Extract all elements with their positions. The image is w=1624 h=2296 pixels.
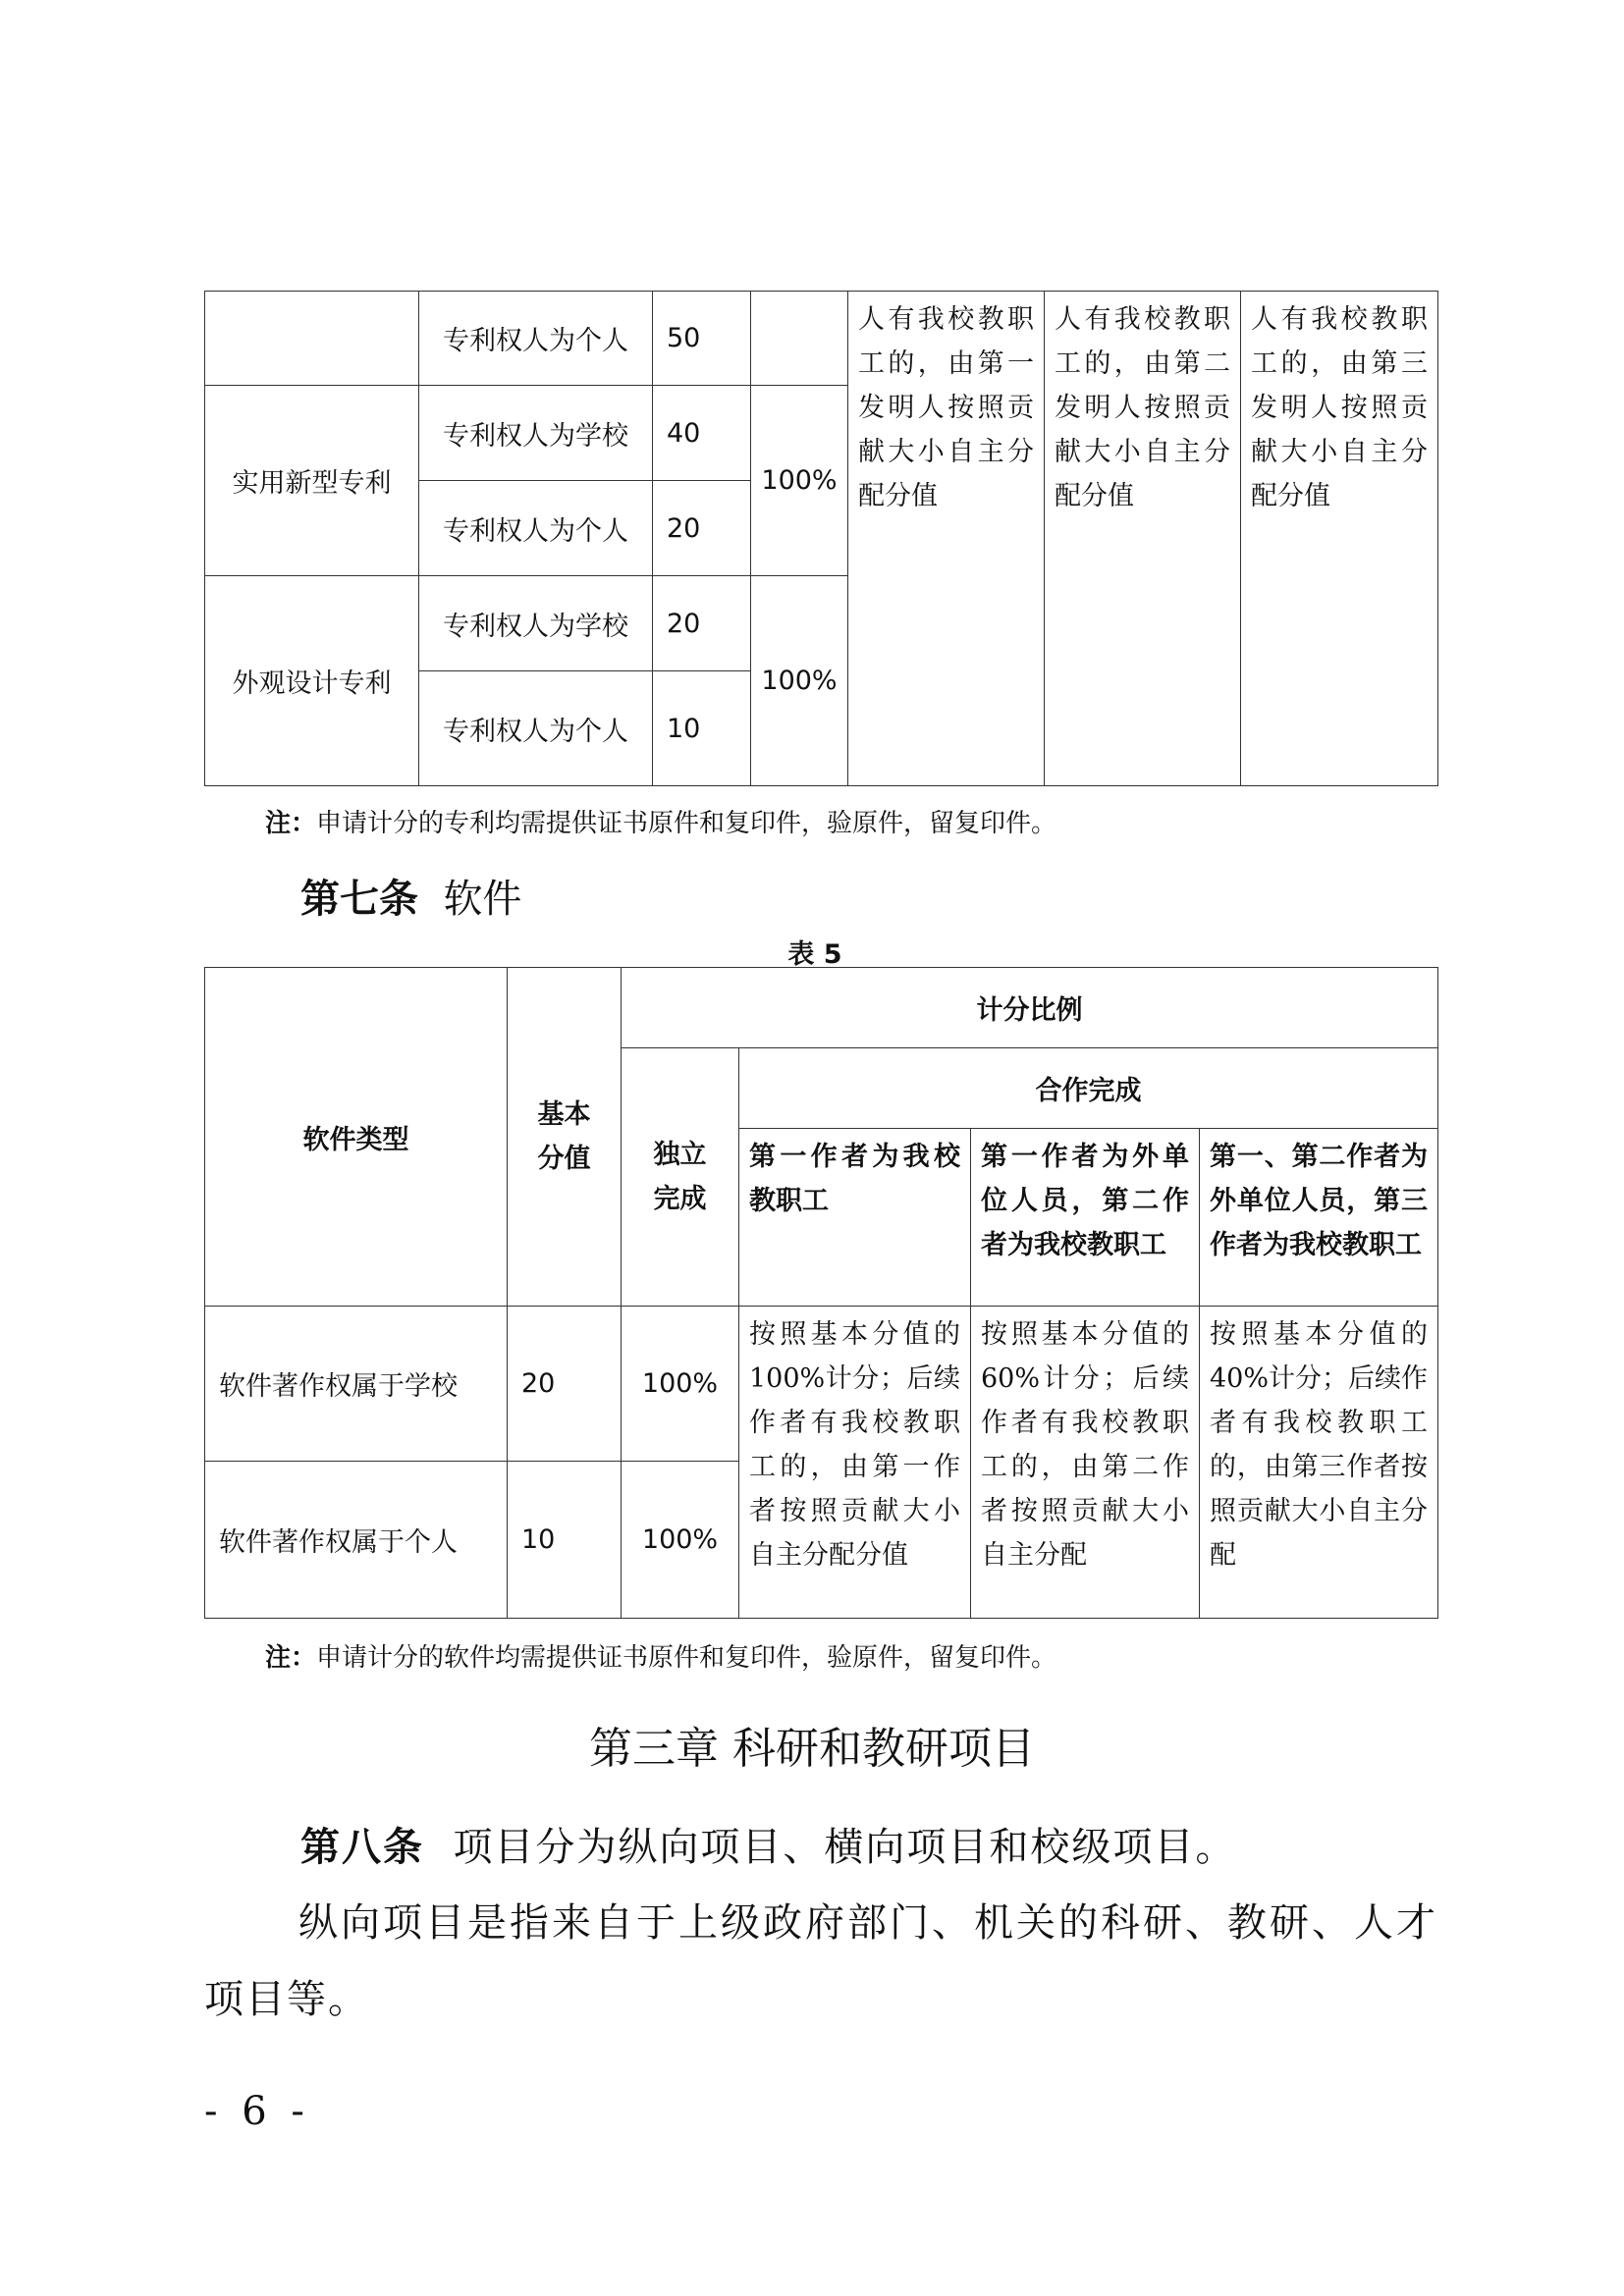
patent-subtype-cell: 专利权人为学校	[419, 386, 653, 481]
third-author-rule: 按照基本分值的 40%计分；后续作者有我校教职工的，由第三作者按照贡献大小自主分配	[1200, 1307, 1438, 1619]
header-ratio: 计分比例	[622, 968, 1438, 1048]
table-5-caption: 表 5	[787, 939, 842, 970]
article-title: 软件	[443, 877, 522, 922]
patent-score-cell: 50	[653, 292, 751, 386]
second-author-rule: 按照基本分值的 60%计分；后续作者有我校教职工的，由第二作者按照贡献大小自主分配	[971, 1307, 1200, 1619]
design-patent-type: 外观设计专利	[205, 576, 419, 786]
page-number: - 6 -	[204, 2089, 310, 2134]
patent-subtype-cell: 专利权人为个人	[419, 671, 653, 786]
article-8-paragraph	[300, 1816, 1236, 1872]
patent-score-cell: 20	[653, 576, 751, 671]
header-software-type: 软件类型	[205, 968, 508, 1307]
independent-cell: 100%	[622, 1307, 739, 1462]
note-text: 申请计分的软件均需提供证书原件和复印件，验原件，留复印件。	[316, 1643, 1057, 1673]
patent-score-cell: 10	[653, 671, 751, 786]
patent-col5-cell: 人有我校教职工的，由第一发明人按照贡献大小自主分配分值	[848, 292, 1045, 786]
patent-score-cell: 40	[653, 386, 751, 481]
header-second-author: 第一作者为外单位人员，第二作者为我校教职工	[971, 1129, 1200, 1307]
patent-col6-cell: 人有我校教职工的，由第二发明人按照贡献大小自主分配分值	[1045, 292, 1241, 786]
base-score-cell: 10	[508, 1462, 622, 1619]
patent-ratio-cell: 100%	[751, 386, 848, 576]
chapter-3-heading: 第三章 科研和教研项目	[589, 1724, 1035, 1774]
patent-score-cell: 20	[653, 481, 751, 576]
note-label: 注：	[265, 809, 317, 838]
patent-note	[265, 803, 1056, 839]
header-independent: 独立完成	[622, 1048, 739, 1307]
independent-cell: 100%	[622, 1462, 739, 1619]
article-label: 第八条	[300, 1825, 424, 1870]
software-type-cell: 软件著作权属于学校	[205, 1307, 508, 1462]
header-third-author: 第一、第二作者为外单位人员，第三作者为我校教职工	[1200, 1129, 1438, 1307]
patent-subtype-cell: 专利权人为个人	[419, 292, 653, 386]
patent-table	[204, 291, 1438, 786]
base-score-cell: 20	[508, 1307, 622, 1462]
patent-subtype-cell: 专利权人为个人	[419, 481, 653, 576]
patent-subtype-cell: 专利权人为学校	[419, 576, 653, 671]
software-table	[204, 967, 1438, 1619]
patent-ratio-cell	[751, 292, 848, 386]
header-first-author: 第一作者为我校教职工	[739, 1129, 971, 1307]
note-label: 注：	[265, 1643, 317, 1673]
software-type-cell: 软件著作权属于个人	[205, 1462, 508, 1619]
article-7-heading	[300, 868, 521, 924]
article-text: 项目分为纵向项目、横向项目和校级项目。	[453, 1825, 1237, 1870]
header-base-score: 基本分值	[508, 968, 622, 1307]
software-note	[265, 1637, 1056, 1674]
utility-patent-type: 实用新型专利	[205, 386, 419, 576]
patent-ratio-cell: 100%	[751, 576, 848, 786]
vertical-project-paragraph: 纵向项目是指来自于上级政府部门、机关的科研、教研、人才项目等。	[204, 1900, 1437, 2022]
article-label: 第七条	[300, 877, 418, 922]
patent-col7-cell: 人有我校教职工的，由第三发明人按照贡献大小自主分配分值	[1241, 292, 1438, 786]
note-text: 申请计分的专利均需提供证书原件和复印件，验原件，留复印件。	[316, 809, 1057, 838]
first-author-rule: 按照基本分值的 100%计分；后续作者有我校教职工的，由第一作者按照贡献大小自主分配分值	[739, 1307, 971, 1619]
header-cooperative: 合作完成	[739, 1048, 1438, 1129]
patent-type-cell	[205, 292, 419, 386]
